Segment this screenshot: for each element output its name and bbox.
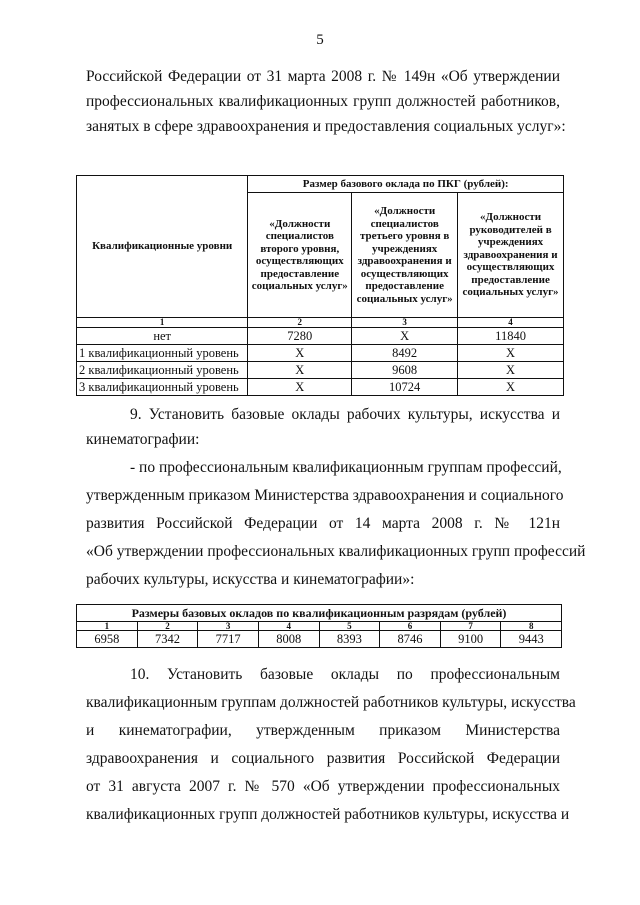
paragraph-10 bbox=[86, 662, 576, 827]
table-row bbox=[77, 631, 562, 648]
table-cell: X bbox=[458, 345, 564, 362]
table-cell: 8492 bbox=[352, 345, 458, 362]
text-line: квалификационным группам должностей работников культуры, искусства bbox=[86, 694, 576, 711]
page-number: 5 bbox=[316, 32, 324, 48]
salary-table-social bbox=[76, 175, 564, 396]
column-number: 6 bbox=[380, 622, 441, 631]
text-line: профессиональных квалификационных групп должностей работников, bbox=[86, 93, 560, 110]
table-cell: 2 квалификационный уровень bbox=[77, 362, 248, 379]
text-line: рабочих культуры, искусства и кинематографии»: bbox=[86, 571, 415, 588]
table-row bbox=[77, 345, 564, 362]
table-cell: 8393 bbox=[319, 631, 380, 648]
table-cell: нет bbox=[77, 328, 248, 345]
table-cell: 3 квалификационный уровень bbox=[77, 379, 248, 396]
column-number: 1 bbox=[77, 318, 248, 328]
table-cell: X bbox=[352, 328, 458, 345]
paragraph-9 bbox=[86, 402, 586, 592]
table-cell: 11840 bbox=[458, 328, 564, 345]
text-line: «Об утверждении профессиональных квалификационных групп профессий bbox=[86, 543, 586, 560]
table-cell: X bbox=[248, 345, 352, 362]
table-cell: 9443 bbox=[501, 631, 562, 648]
column-number: 4 bbox=[458, 318, 564, 328]
table-cell: X bbox=[248, 379, 352, 396]
table-cell: 1 квалификационный уровень bbox=[77, 345, 248, 362]
table-cell: 8746 bbox=[380, 631, 441, 648]
text-line: кинематографии: bbox=[86, 431, 200, 448]
table-cell: 8008 bbox=[258, 631, 319, 648]
table-header-levels: Квалификационные уровни bbox=[77, 176, 248, 318]
table-cell: X bbox=[248, 362, 352, 379]
text-line: 9. Установить базовые оклады рабочих культуры, искусства и bbox=[130, 406, 560, 423]
text-line: и кинематографии, утвержденным приказом Министерства bbox=[86, 722, 560, 739]
text-line: квалификационных групп должностей работников культуры, искусства и bbox=[86, 806, 570, 823]
text-line: здравоохранения и социального развития Российской Федерации bbox=[86, 750, 560, 767]
table-subheader: «Должности специалистов третьего уровня в учреждениях здравоохранения и осуществляющих предоставление социальных услуг» bbox=[352, 193, 458, 318]
table-cell: 7280 bbox=[248, 328, 352, 345]
text-line: занятых в сфере здравоохранения и предоставления социальных услуг»: bbox=[86, 118, 566, 135]
text-line: - по профессиональным квалификационным группам профессий, bbox=[130, 459, 562, 476]
column-number: 2 bbox=[137, 622, 198, 631]
table-row bbox=[77, 379, 564, 396]
text-line: утвержденным приказом Министерства здравоохранения и социального bbox=[86, 487, 564, 504]
table-row bbox=[77, 362, 564, 379]
table-caption: Размеры базовых окладов по квалификационным разрядам (рублей) bbox=[77, 605, 562, 622]
table-row bbox=[77, 328, 564, 345]
table-cell: 7717 bbox=[198, 631, 259, 648]
table-cell: X bbox=[458, 362, 564, 379]
intro-paragraph bbox=[86, 64, 566, 139]
table-cell: 9100 bbox=[440, 631, 501, 648]
table-cell: X bbox=[458, 379, 564, 396]
text-line: развития Российской Федерации от 14 марта 2008 г. № 121н bbox=[86, 515, 560, 532]
column-number: 7 bbox=[440, 622, 501, 631]
table-cell: 9608 bbox=[352, 362, 458, 379]
table-subheader: «Должности руководителей в учреждениях здравоохранения и осуществляющих предоставление социальных услуг» bbox=[458, 193, 564, 318]
column-number: 2 bbox=[248, 318, 352, 328]
column-number: 8 bbox=[501, 622, 562, 631]
table-group-header: Размер базового оклада по ПКГ (рублей): bbox=[248, 176, 564, 193]
column-number: 1 bbox=[77, 622, 138, 631]
table-cell: 6958 bbox=[77, 631, 138, 648]
column-number: 4 bbox=[258, 622, 319, 631]
text-line: Российской Федерации от 31 марта 2008 г. № 149н «Об утверждении bbox=[86, 68, 560, 85]
column-number: 3 bbox=[352, 318, 458, 328]
column-number: 3 bbox=[198, 622, 259, 631]
text-line: 10. Установить базовые оклады по профессиональным bbox=[130, 666, 560, 683]
column-number: 5 bbox=[319, 622, 380, 631]
table-cell: 7342 bbox=[137, 631, 198, 648]
table-cell: 10724 bbox=[352, 379, 458, 396]
salary-table-workers bbox=[76, 604, 562, 648]
text-line: от 31 августа 2007 г. № 570 «Об утверждении профессиональных bbox=[86, 778, 560, 795]
table-subheader: «Должности специалистов второго уровня, осуществляющих предоставление социальных услуг» bbox=[248, 193, 352, 318]
